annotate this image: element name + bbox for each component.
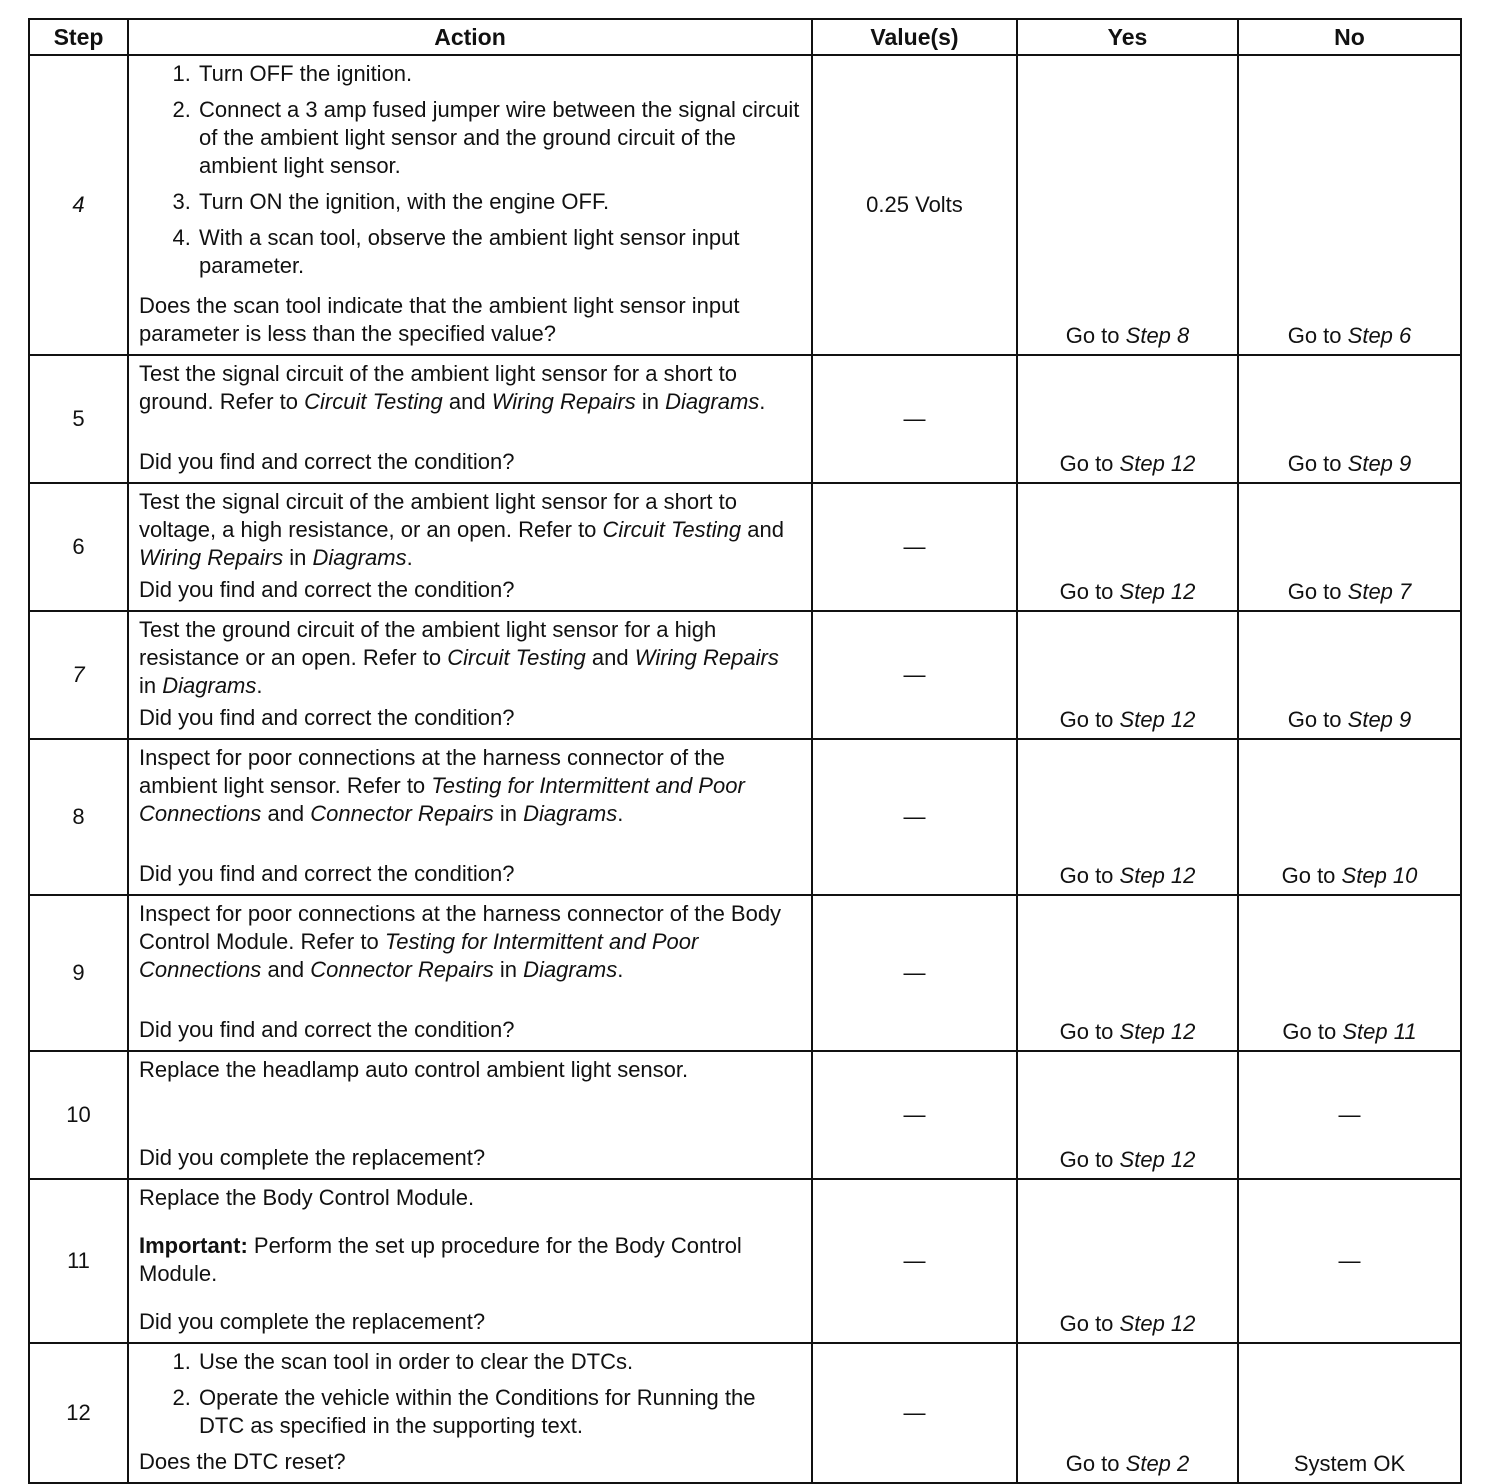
action-cell xyxy=(128,55,812,355)
action-question: Did you find and correct the condition? xyxy=(139,1017,515,1042)
action-text: Test the signal circuit of the ambient light sensor for a short to voltage, a high resistance, or an open. Refer to Circuit Testing and Wiring Repairs in Diagrams. xyxy=(139,489,784,570)
action-text: Test the ground circuit of the ambient light sensor for a high resistance or an open. Refer to Circuit Testing and Wiring Repairs in Diagrams. xyxy=(139,617,779,698)
action-cell xyxy=(128,611,812,739)
yes-cell: Go to Step 12 xyxy=(1017,739,1238,895)
step-number: 7 xyxy=(29,611,128,739)
value-cell: — xyxy=(812,1179,1017,1343)
yes-cell: Go to Step 8 xyxy=(1017,55,1238,355)
no-cell: System OK xyxy=(1238,1343,1461,1483)
action-text: Inspect for poor connections at the harness connector of the Body Control Module. Refer to Testing for Intermittent and Poor Connections and Connector Repairs in Diagrams. xyxy=(139,901,782,982)
action-cell xyxy=(128,1343,812,1483)
step-number: 8 xyxy=(29,739,128,895)
action-cell xyxy=(128,483,812,611)
table-row xyxy=(29,1179,1461,1343)
table-row xyxy=(29,55,1461,355)
step-number: 12 xyxy=(29,1343,128,1483)
yes-cell: Go to Step 12 xyxy=(1017,483,1238,611)
no-cell: — xyxy=(1238,1179,1461,1343)
no-cell: Go to Step 11 xyxy=(1238,895,1461,1051)
value-cell: — xyxy=(812,611,1017,739)
yes-cell: Go to Step 2 xyxy=(1017,1343,1238,1483)
action-question: Did you find and correct the condition? xyxy=(139,449,515,474)
header-yes: Yes xyxy=(1017,19,1238,55)
value-cell: — xyxy=(812,739,1017,895)
table-row xyxy=(29,895,1461,1051)
yes-cell: Go to Step 12 xyxy=(1017,1179,1238,1343)
action-text: Replace the Body Control Module. xyxy=(139,1185,475,1210)
action-cell xyxy=(128,1179,812,1343)
header-action: Action xyxy=(128,19,812,55)
value-cell: — xyxy=(812,1051,1017,1179)
action-question: Did you complete the replacement? xyxy=(139,1145,486,1170)
list-item: 2. Operate the vehicle within the Conditions for Running the DTC as specified in the supporting text. xyxy=(197,1384,801,1440)
table-row xyxy=(29,355,1461,483)
action-question: Did you find and correct the condition? xyxy=(139,705,515,730)
action-cell xyxy=(128,895,812,1051)
header-row xyxy=(29,19,1461,55)
action-question: Did you find and correct the condition? xyxy=(139,577,515,602)
header-values: Value(s) xyxy=(812,19,1017,55)
action-cell xyxy=(128,739,812,895)
no-cell: Go to Step 9 xyxy=(1238,611,1461,739)
table-row xyxy=(29,739,1461,895)
value-cell: — xyxy=(812,355,1017,483)
no-cell: Go to Step 9 xyxy=(1238,355,1461,483)
value-cell: — xyxy=(812,1343,1017,1483)
step-number: 6 xyxy=(29,483,128,611)
step-number: 10 xyxy=(29,1051,128,1179)
list-item: 1. Use the scan tool in order to clear the DTCs. xyxy=(197,1348,801,1376)
no-cell: Go to Step 7 xyxy=(1238,483,1461,611)
list-item: 3. Turn ON the ignition, with the engine OFF. xyxy=(197,188,801,216)
action-text: Replace the headlamp auto control ambient light sensor. xyxy=(139,1057,689,1082)
important-note: Important: Perform the set up procedure for the Body Control Module. xyxy=(139,1233,742,1286)
list-item: 4. With a scan tool, observe the ambient light sensor input parameter. xyxy=(197,224,801,280)
action-cell xyxy=(128,1051,812,1179)
table-row xyxy=(29,1051,1461,1179)
no-cell: — xyxy=(1238,1051,1461,1179)
step-number: 11 xyxy=(29,1179,128,1343)
list-item: 2. Connect a 3 amp fused jumper wire between the signal circuit of the ambient light sensor and the ground circuit of the ambient light sensor. xyxy=(197,96,801,180)
list-item: 1. Turn OFF the ignition. xyxy=(197,60,801,88)
action-steps xyxy=(139,1348,801,1448)
action-steps xyxy=(139,60,801,288)
action-text: Test the signal circuit of the ambient light sensor for a short to ground. Refer to Circuit Testing and Wiring Repairs in Diagrams. xyxy=(139,361,766,414)
table-row xyxy=(29,483,1461,611)
value-cell: 0.25 Volts xyxy=(812,55,1017,355)
yes-cell: Go to Step 12 xyxy=(1017,895,1238,1051)
step-number: 5 xyxy=(29,355,128,483)
yes-cell: Go to Step 12 xyxy=(1017,355,1238,483)
yes-cell: Go to Step 12 xyxy=(1017,611,1238,739)
action-question: Does the scan tool indicate that the ambient light sensor input parameter is less than the specified value? xyxy=(139,293,740,346)
action-text: Inspect for poor connections at the harness connector of the ambient light sensor. Refer to Testing for Intermittent and Poor Connections and Connector Repairs in Diagrams. xyxy=(139,745,745,826)
action-cell xyxy=(128,355,812,483)
header-step: Step xyxy=(29,19,128,55)
action-question: Does the DTC reset? xyxy=(139,1449,346,1474)
value-cell: — xyxy=(812,483,1017,611)
action-question: Did you find and correct the condition? xyxy=(139,861,515,886)
diagnostic-table xyxy=(28,18,1462,1484)
step-number: 4 xyxy=(29,55,128,355)
value-cell: — xyxy=(812,895,1017,1051)
action-question: Did you complete the replacement? xyxy=(139,1309,486,1334)
no-cell: Go to Step 6 xyxy=(1238,55,1461,355)
step-number: 9 xyxy=(29,895,128,1051)
yes-cell: Go to Step 12 xyxy=(1017,1051,1238,1179)
table-row xyxy=(29,1343,1461,1483)
header-no: No xyxy=(1238,19,1461,55)
no-cell: Go to Step 10 xyxy=(1238,739,1461,895)
table-row xyxy=(29,611,1461,739)
